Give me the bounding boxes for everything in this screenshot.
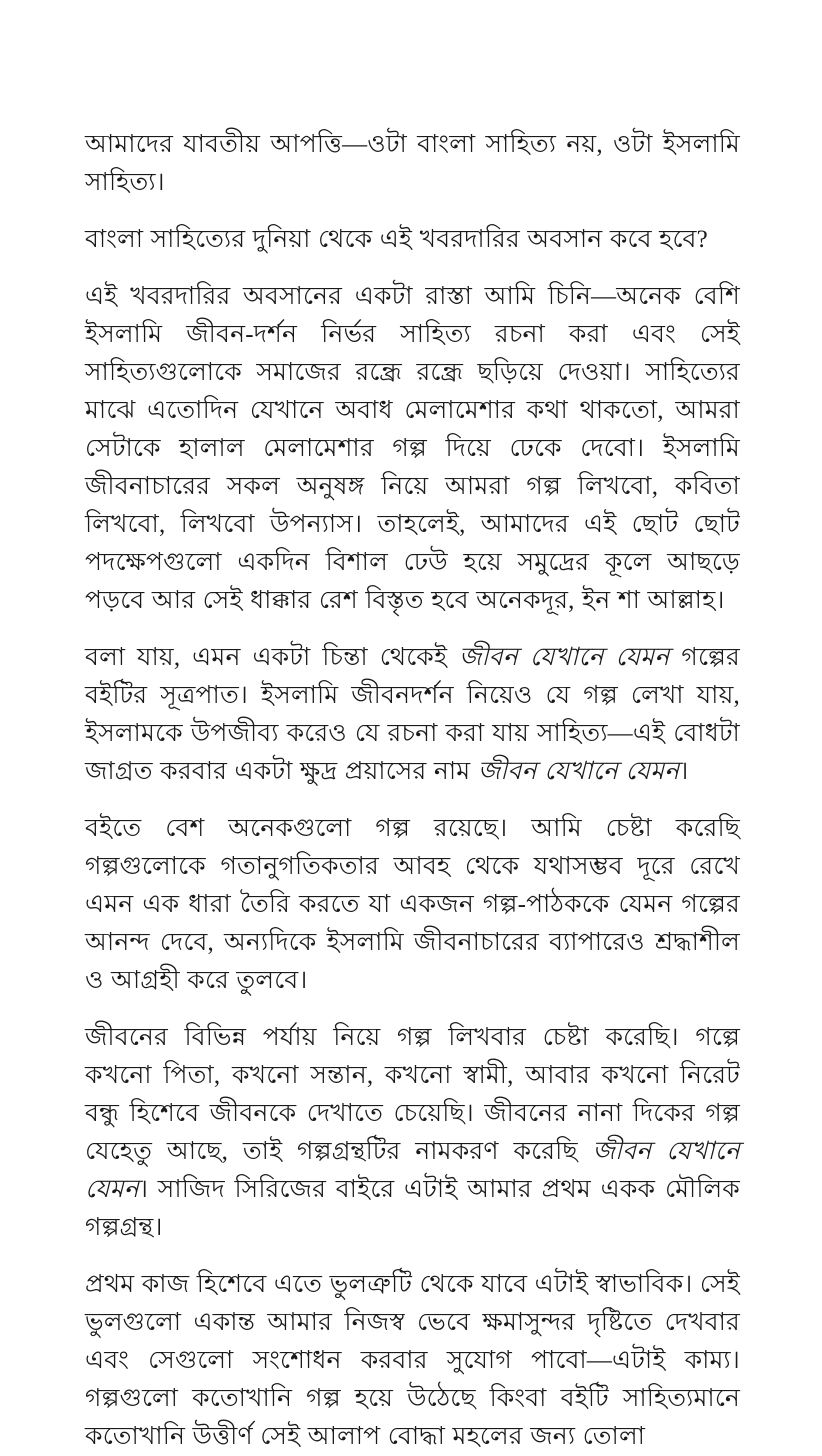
book-title-phrase: জীবন যেখানে যেমন <box>85 1138 740 1203</box>
text-run: আমাদের যাবতীয় আপত্তি—ওটা বাংলা সাহিত্য নয়, ওটা ইসলামি সাহিত্য। <box>85 131 740 196</box>
text-run: বাংলা সাহিত্যের দুনিয়া থেকে এই খবরদারির অবসান কবে হবে? <box>85 226 708 253</box>
paragraph <box>85 1266 740 1456</box>
paragraph <box>85 639 740 791</box>
paragraph <box>85 221 740 259</box>
paragraph <box>85 278 740 620</box>
text-run: । সাজিদ সিরিজের বাইরে এটাই আমার প্রথম একক মৌলিক গল্পগ্রন্থ। <box>85 1176 740 1241</box>
text-run: । <box>679 758 689 785</box>
text-run: এই খবরদারির অবসানের একটা রাস্তা আমি চিনি—অনেক বেশি ইসলামি জীবন-দর্শন নির্ভর সাহিত্য রচনা করা এবং সেই সাহিত্যগুলোকে সমাজের রন্ধ্রে রন্ধ্রে ছড়িয়ে দেওয়া। সাহিত্যের মাঝে এতোদিন যেখানে অবাধ মেলামেশার কথা থাকতো, আমরা সেটাকে হালাল মেলামেশার গল্প দিয়ে ঢেকে দেবো। ইসলামি জীবনাচারের সকল অনুষঙ্গ নিয়ে আমরা গল্প লিখবো, কবিতা লিখবো, লিখবো উপন্যাস। তাহলেই, আমাদের এই ছোট ছোট পদক্ষেপগুলো একদিন বিশাল ঢেউ হয়ে সমুদ্রের কূলে আছড়ে পড়বে আর সেই ধাক্কার রেশ বিস্তৃত হবে অনেকদূর, ইন শা আল্লাহ। <box>85 283 740 614</box>
text-run: জীবনের বিভিন্ন পর্যায় নিয়ে গল্প লিখবার চেষ্টা করেছি। গল্পে কখনো পিতা, কখনো সন্তান, কখনো স্বামী, আবার কখনো নিরেট বন্ধু হিশেবে জীবনকে দেখাতে চেয়েছি। জীবনের নানা দিকের গল্প যেহেতু আছে, তাই গল্পগ্রন্থটির নামকরণ করেছি <box>85 1024 740 1165</box>
text-block <box>85 126 740 1456</box>
text-run: বলা যায়, এমন একটা চিন্তা থেকেই <box>85 644 460 671</box>
paragraph <box>85 810 740 1000</box>
text-run: বইতে বেশ অনেকগুলো গল্প রয়েছে। আমি চেষ্টা করেছি গল্পগুলোকে গতানুগতিকতার আবহ থেকে যথাসম্ভব দূরে রেখে এমন এক ধারা তৈরি করতে যা একজন গল্প-পাঠককে যেমন গল্পের আনন্দ দেবে, অন্যদিকে ইসলামি জীবনাচারের ব্যাপারেও শ্রদ্ধাশীল ও আগ্রহী করে তুলবে। <box>85 815 740 994</box>
paragraph <box>85 126 740 202</box>
text-run: গল্পের বইটির সূত্রপাত। ইসলামি জীবনদর্শন নিয়েও যে গল্প লেখা যায়, ইসলামকে উপজীব্য করেও যে রচনা করা যায় সাহিত্য—এই বোধটা জাগ্রত করবার একটা ক্ষুদ্র প্রয়াসের নাম <box>85 644 740 785</box>
text-run: প্রথম কাজ হিশেবে এতে ভুলত্রুটি থেকে যাবে এটাই স্বাভাবিক। সেই ভুলগুলো একান্ত আমার নিজস্ব ভেবে ক্ষমাসুন্দর দৃষ্টিতে দেখবার এবং সেগুলো সংশোধন করবার সুযোগ পাবো—এটাই কাম্য। গল্পগুলো কতোখানি গল্প হয়ে উঠেছে কিংবা বইটি সাহিত্যমানে কতোখানি উত্তীর্ণ সেই আলাপ বোদ্ধা মহলের জন্য তোলা <box>85 1271 740 1450</box>
book-title-phrase: জীবন যেখানে যেমন <box>459 644 670 671</box>
book-title-phrase: জীবন যেখানে যেমন <box>477 758 680 785</box>
paragraph <box>85 1019 740 1247</box>
